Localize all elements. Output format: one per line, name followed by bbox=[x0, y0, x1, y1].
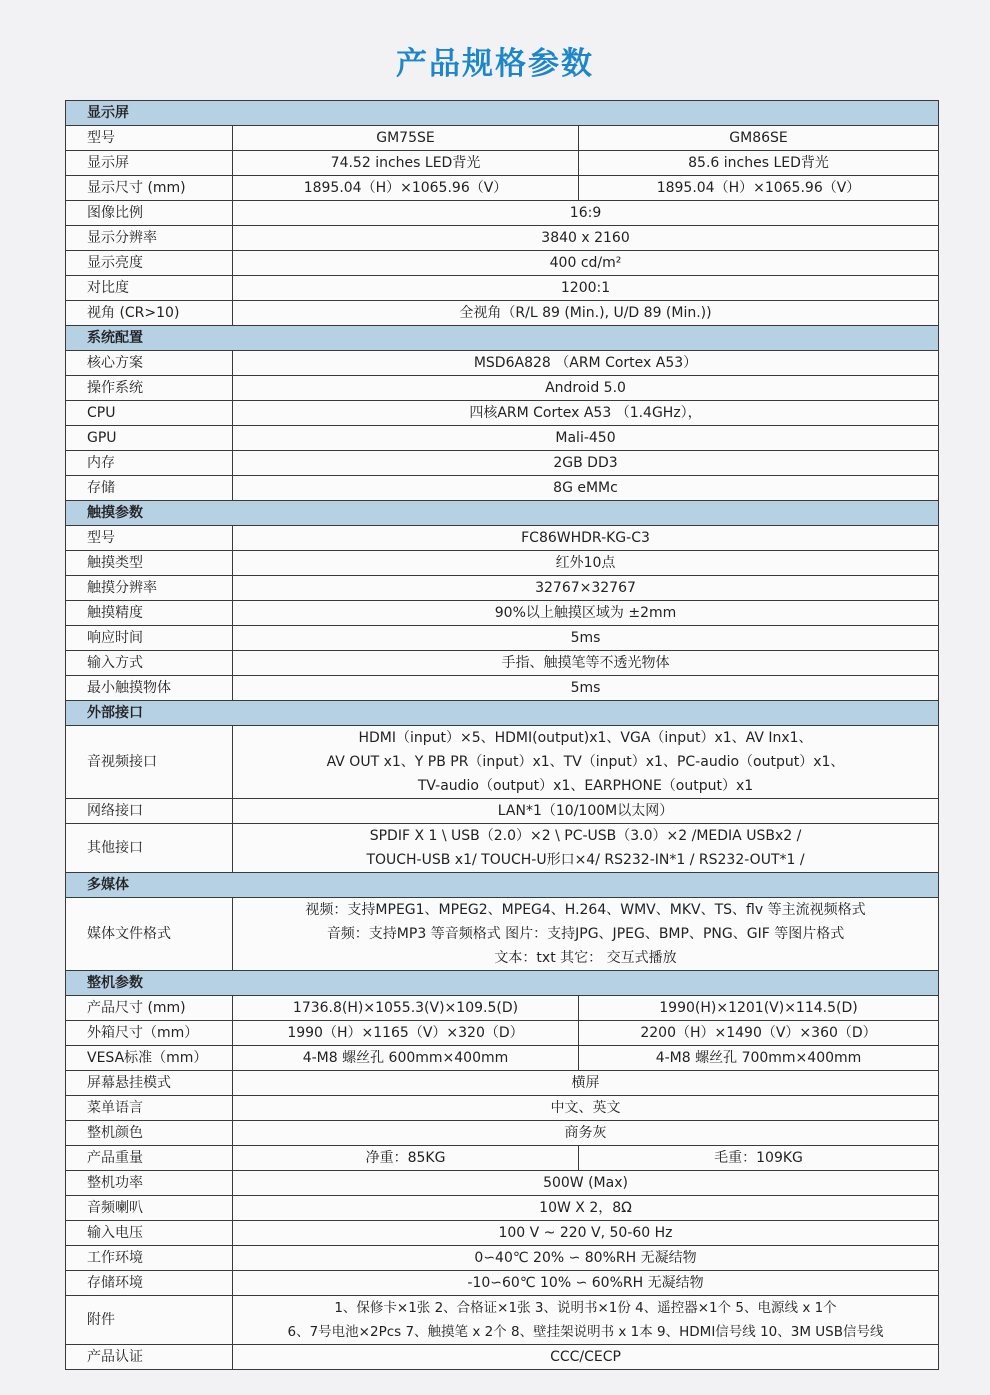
row-label: 视角 (CR>10) bbox=[66, 301, 233, 326]
value-line: AV OUT x1、Y PB PR（input）x1、TV（input）x1、PC-audio（output）x1、 bbox=[326, 754, 845, 770]
row-label: 媒体文件格式 bbox=[66, 898, 233, 971]
table-row bbox=[66, 451, 939, 476]
table-row bbox=[66, 176, 939, 201]
row-label: 产品尺寸 (mm) bbox=[66, 996, 233, 1021]
row-value: 1736.8(H)×1055.3(V)×109.5(D) bbox=[233, 996, 579, 1021]
table-row bbox=[66, 476, 939, 501]
table-row bbox=[66, 726, 939, 799]
row-label: 附件 bbox=[66, 1296, 233, 1345]
row-value: 90%以上触摸区域为 ±2mm bbox=[233, 601, 939, 626]
value-line: SPDIF X 1 \ USB（2.0）×2 \ PC-USB（3.0）×2 /MEDIA USBx2 / bbox=[369, 828, 802, 844]
row-value: 0∽40℃ 20% ∽ 80%RH 无凝结物 bbox=[233, 1246, 939, 1271]
row-value: 1990（H）×1165（V）×320（D） bbox=[233, 1021, 579, 1046]
table-row bbox=[66, 551, 939, 576]
row-label: 存储环境 bbox=[66, 1271, 233, 1296]
table-row bbox=[66, 1345, 939, 1370]
table-row bbox=[66, 1146, 939, 1171]
row-value: 4-M8 螺丝孔 700mm×400mm bbox=[579, 1046, 939, 1071]
row-value: 商务灰 bbox=[233, 1121, 939, 1146]
row-label: 其他接口 bbox=[66, 824, 233, 873]
table-row bbox=[66, 376, 939, 401]
value-line: 1、保修卡×1张 2、合格证×1张 3、说明书×1份 4、遥控器×1个 5、电源线 x 1个 bbox=[334, 1300, 837, 1316]
table-row bbox=[66, 276, 939, 301]
row-value: 5ms bbox=[233, 626, 939, 651]
value-line: TV-audio（output）x1、EARPHONE（output）x1 bbox=[417, 778, 754, 794]
table-row bbox=[66, 1096, 939, 1121]
table-row bbox=[66, 226, 939, 251]
row-value-multiline bbox=[233, 1296, 939, 1345]
row-label: GPU bbox=[66, 426, 233, 451]
row-label: 存储 bbox=[66, 476, 233, 501]
row-value: 1200:1 bbox=[233, 276, 939, 301]
value-line: TOUCH-USB x1/ TOUCH-U形口×4/ RS232-IN*1 / RS232-OUT*1 / bbox=[366, 852, 805, 868]
section-header-ports bbox=[66, 701, 939, 726]
row-value: 1895.04（H）×1065.96（V） bbox=[579, 176, 939, 201]
row-value: 400 cd/m² bbox=[233, 251, 939, 276]
row-value: 500W (Max) bbox=[233, 1171, 939, 1196]
row-label: 显示亮度 bbox=[66, 251, 233, 276]
table-row bbox=[66, 1221, 939, 1246]
row-label: 输入方式 bbox=[66, 651, 233, 676]
table-row bbox=[66, 1171, 939, 1196]
row-label: 音视频接口 bbox=[66, 726, 233, 799]
row-value: 四核ARM Cortex A53 （1.4GHz）， bbox=[233, 401, 939, 426]
row-label: 网络接口 bbox=[66, 799, 233, 824]
row-label: 工作环境 bbox=[66, 1246, 233, 1271]
row-value: 中文、英文 bbox=[233, 1096, 939, 1121]
row-label: 核心方案 bbox=[66, 351, 233, 376]
section-title: 外部接口 bbox=[66, 701, 939, 726]
table-row bbox=[66, 1196, 939, 1221]
section-header-display bbox=[66, 101, 939, 126]
row-value: 3840 x 2160 bbox=[233, 226, 939, 251]
section-header-system bbox=[66, 326, 939, 351]
table-row bbox=[66, 1271, 939, 1296]
row-value: 净重：85KG bbox=[233, 1146, 579, 1171]
row-label: 操作系统 bbox=[66, 376, 233, 401]
row-value: 1990(H)×1201(V)×114.5(D) bbox=[579, 996, 939, 1021]
row-value: LAN*1（10/100M以太网） bbox=[233, 799, 939, 824]
table-row bbox=[66, 996, 939, 1021]
value-line: 6、7号电池×2Pcs 7、触摸笔 x 2个 8、壁挂架说明书 x 1本 9、HDMI信号线 10、3M USB信号线 bbox=[287, 1324, 884, 1340]
value-line: HDMI（input）×5、HDMI(output)x1、VGA（input）x1、AV Inx1、 bbox=[358, 730, 813, 746]
row-label: 内存 bbox=[66, 451, 233, 476]
table-row bbox=[66, 626, 939, 651]
row-value: 10W X 2，8Ω bbox=[233, 1196, 939, 1221]
table-row bbox=[66, 1071, 939, 1096]
row-label: 图像比例 bbox=[66, 201, 233, 226]
row-label: 触摸精度 bbox=[66, 601, 233, 626]
row-value: 5ms bbox=[233, 676, 939, 701]
section-header-media bbox=[66, 873, 939, 898]
row-label: 最小触摸物体 bbox=[66, 676, 233, 701]
row-value: 8G eMMc bbox=[233, 476, 939, 501]
row-label: 屏幕悬挂模式 bbox=[66, 1071, 233, 1096]
table-row bbox=[66, 301, 939, 326]
row-value: MSD6A828 （ARM Cortex A53） bbox=[233, 351, 939, 376]
value-line: 音频：支持MP3 等音频格式 图片：支持JPG、JPEG、BMP、PNG、GIF 等图片格式 bbox=[326, 926, 845, 942]
row-value: 红外10点 bbox=[233, 551, 939, 576]
row-label: 音频喇叭 bbox=[66, 1196, 233, 1221]
row-value: -10∽60℃ 10% ∽ 60%RH 无凝结物 bbox=[233, 1271, 939, 1296]
page-title: 产品规格参数 bbox=[396, 46, 594, 82]
row-label: 产品重量 bbox=[66, 1146, 233, 1171]
row-label: 显示分辨率 bbox=[66, 226, 233, 251]
row-value: 100 V ~ 220 V, 50-60 Hz bbox=[233, 1221, 939, 1246]
table-row bbox=[66, 526, 939, 551]
row-label: 外箱尺寸（mm） bbox=[66, 1021, 233, 1046]
row-value: 手指、触摸笔等不透光物体 bbox=[233, 651, 939, 676]
row-value-multiline bbox=[233, 726, 939, 799]
section-title: 触摸参数 bbox=[66, 501, 939, 526]
row-label: 触摸类型 bbox=[66, 551, 233, 576]
row-label: 对比度 bbox=[66, 276, 233, 301]
row-value: CCC/CECP bbox=[233, 1345, 939, 1370]
value-line: 文本：txt 其它： 交互式播放 bbox=[494, 950, 677, 966]
row-value: 4-M8 螺丝孔 600mm×400mm bbox=[233, 1046, 579, 1071]
row-label: 菜单语言 bbox=[66, 1096, 233, 1121]
row-label: 整机颜色 bbox=[66, 1121, 233, 1146]
table-row bbox=[66, 126, 939, 151]
row-value: Android 5.0 bbox=[233, 376, 939, 401]
row-value: 16:9 bbox=[233, 201, 939, 226]
table-row bbox=[66, 676, 939, 701]
row-value: 横屏 bbox=[233, 1071, 939, 1096]
row-value: 32767×32767 bbox=[233, 576, 939, 601]
row-value: GM75SE bbox=[233, 126, 579, 151]
row-value: Mali-450 bbox=[233, 426, 939, 451]
section-title: 显示屏 bbox=[66, 101, 939, 126]
row-value: 74.52 inches LED背光 bbox=[233, 151, 579, 176]
row-value: 2200（H）×1490（V）×360（D） bbox=[579, 1021, 939, 1046]
table-row bbox=[66, 601, 939, 626]
row-value-multiline bbox=[233, 898, 939, 971]
row-label: 产品认证 bbox=[66, 1345, 233, 1370]
row-label: VESA标准（mm） bbox=[66, 1046, 233, 1071]
table-row bbox=[66, 898, 939, 971]
row-label: 显示尺寸 (mm) bbox=[66, 176, 233, 201]
section-title: 系统配置 bbox=[66, 326, 939, 351]
row-value: 85.6 inches LED背光 bbox=[579, 151, 939, 176]
row-value: FC86WHDR-KG-C3 bbox=[233, 526, 939, 551]
row-value: 2GB DD3 bbox=[233, 451, 939, 476]
row-label: 显示屏 bbox=[66, 151, 233, 176]
table-row bbox=[66, 651, 939, 676]
table-row bbox=[66, 1246, 939, 1271]
table-row bbox=[66, 151, 939, 176]
row-value: 1895.04（H）×1065.96（V） bbox=[233, 176, 579, 201]
table-row bbox=[66, 351, 939, 376]
section-title: 整机参数 bbox=[66, 971, 939, 996]
table-row bbox=[66, 1296, 939, 1345]
value-line: 视频：支持MPEG1、MPEG2、MPEG4、H.264、WMV、MKV、TS、flv 等主流视频格式 bbox=[305, 902, 866, 918]
row-value: GM86SE bbox=[579, 126, 939, 151]
row-label: 触摸分辨率 bbox=[66, 576, 233, 601]
table-row bbox=[66, 201, 939, 226]
row-label: 输入电压 bbox=[66, 1221, 233, 1246]
row-value: 全视角（R/L 89 (Min.), U/D 89 (Min.)) bbox=[233, 301, 939, 326]
section-title: 多媒体 bbox=[66, 873, 939, 898]
section-header-touch bbox=[66, 501, 939, 526]
table-row bbox=[66, 426, 939, 451]
table-row bbox=[66, 824, 939, 873]
row-label: CPU bbox=[66, 401, 233, 426]
row-label: 型号 bbox=[66, 126, 233, 151]
table-row bbox=[66, 1121, 939, 1146]
row-value-multiline bbox=[233, 824, 939, 873]
row-label: 整机功率 bbox=[66, 1171, 233, 1196]
row-label: 响应时间 bbox=[66, 626, 233, 651]
row-value: 毛重：109KG bbox=[579, 1146, 939, 1171]
table-row bbox=[66, 576, 939, 601]
table-row bbox=[66, 799, 939, 824]
section-header-machine bbox=[66, 971, 939, 996]
row-label: 型号 bbox=[66, 526, 233, 551]
table-row bbox=[66, 1021, 939, 1046]
table-row bbox=[66, 401, 939, 426]
spec-table bbox=[65, 100, 939, 1370]
table-row bbox=[66, 251, 939, 276]
table-row bbox=[66, 1046, 939, 1071]
